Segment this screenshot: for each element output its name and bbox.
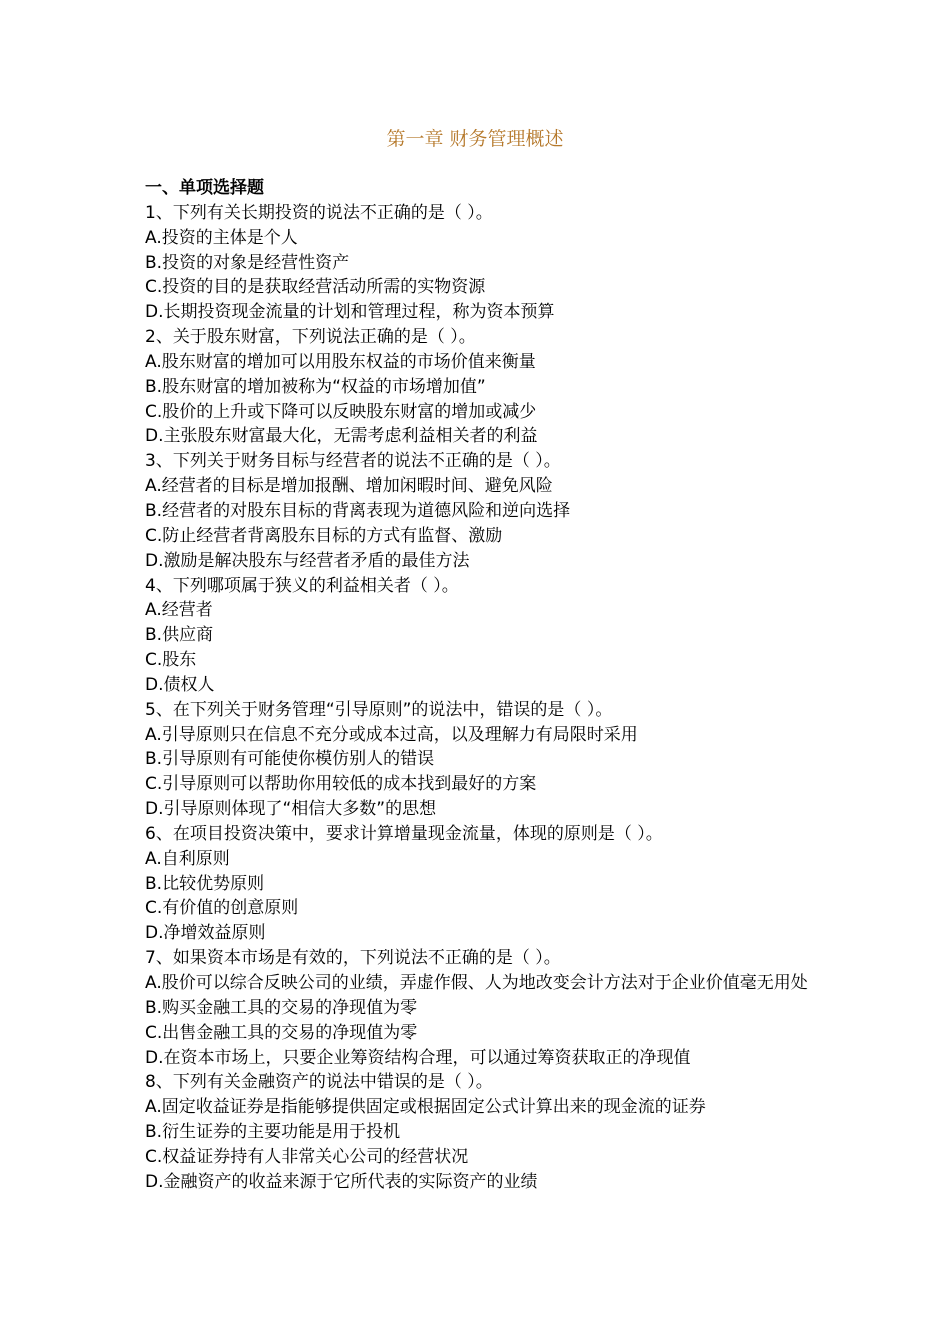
- question-text: 1、下列有关长期投资的说法不正确的是（ ）。: [145, 202, 493, 223]
- option-b: B.购买金融工具的交易的净现值为零: [145, 997, 418, 1018]
- option-d: D.债权人: [145, 674, 215, 695]
- option-a: A.股价可以综合反映公司的业绩，弄虚作假、人为地改变会计方法对于企业价值毫无用处: [145, 973, 808, 993]
- option-c: C.防止经营者背离股东目标的方式有监督、激励: [145, 525, 503, 546]
- question-text: 2、关于股东财富，下列说法正确的是（ ）。: [145, 327, 476, 348]
- option-b: B.经营者的对股东目标的背离表现为道德风险和逆向选择: [145, 500, 571, 521]
- question-text: 3、下列关于财务目标与经营者的说法不正确的是（ ）。: [145, 451, 561, 472]
- option-a: A.引导原则只在信息不充分或成本过高，以及理解力有局限时采用: [145, 724, 638, 745]
- question-3: [145, 449, 825, 573]
- document-content: [145, 176, 825, 1195]
- question-5: [145, 698, 825, 822]
- option-a: A.投资的主体是个人: [145, 227, 298, 248]
- option-b: B.股东财富的增加被称为“权益的市场增加值”: [145, 376, 486, 397]
- option-d: D.净增效益原则: [145, 923, 266, 944]
- option-d: D.长期投资现金流量的计划和管理过程，称为资本预算: [145, 302, 555, 323]
- option-b: B.衍生证券的主要功能是用于投机: [145, 1122, 401, 1143]
- option-b: B.投资的对象是经营性资产: [145, 252, 350, 273]
- question-text: 6、在项目投资决策中，要求计算增量现金流量，体现的原则是（ ）。: [145, 823, 663, 844]
- option-d: D.激励是解决股东与经营者矛盾的最佳方法: [145, 550, 470, 571]
- option-b: B.比较优势原则: [145, 873, 265, 894]
- option-a: A.股东财富的增加可以用股东权益的市场价值来衡量: [145, 351, 536, 372]
- option-b: B.供应商: [145, 625, 214, 646]
- option-a: A.自利原则: [145, 848, 230, 869]
- option-b: B.引导原则有可能使你模仿别人的错误: [145, 749, 435, 770]
- question-text: 4、下列哪项属于狭义的利益相关者（ ）。: [145, 575, 459, 596]
- question-4: [145, 574, 825, 698]
- question-text: 7、如果资本市场是有效的，下列说法不正确的是（ ）。: [145, 948, 561, 969]
- option-d: D.引导原则体现了“相信大多数”的思想: [145, 799, 437, 820]
- option-c: C.出售金融工具的交易的净现值为零: [145, 1022, 418, 1043]
- option-c: C.股价的上升或下降可以反映股东财富的增加或减少: [145, 401, 537, 422]
- option-c: C.引导原则可以帮助你用较低的成本找到最好的方案: [145, 774, 537, 795]
- question-2: [145, 325, 825, 449]
- option-a: A.固定收益证券是指能够提供固定或根据固定公式计算出来的现金流的证券: [145, 1097, 706, 1118]
- option-a: A.经营者的目标是增加报酬、增加闲暇时间、避免风险: [145, 476, 553, 497]
- question-text: 5、在下列关于财务管理“引导原则”的说法中，错误的是（ ）。: [145, 699, 613, 720]
- option-c: C.权益证券持有人非常关心公司的经营状况: [145, 1146, 469, 1167]
- question-6: [145, 822, 825, 946]
- option-a: A.经营者: [145, 600, 213, 621]
- option-d: D.金融资产的收益来源于它所代表的实际资产的业绩: [145, 1171, 538, 1192]
- chapter-title: 第一章 财务管理概述: [386, 128, 564, 150]
- question-7: [145, 946, 825, 1070]
- option-c: C.股东: [145, 650, 197, 671]
- section-heading: 一、单项选择题: [145, 178, 264, 198]
- option-c: C.有价值的创意原则: [145, 898, 299, 919]
- question-1: [145, 201, 825, 325]
- option-c: C.投资的目的是获取经营活动所需的实物资源: [145, 277, 486, 298]
- option-d: D.在资本市场上，只要企业筹资结构合理，可以通过筹资获取正的净现值: [145, 1047, 691, 1068]
- question-text: 8、下列有关金融资产的说法中错误的是（ ）。: [145, 1072, 493, 1093]
- question-8: [145, 1070, 825, 1194]
- option-d: D.主张股东财富最大化，无需考虑利益相关者的利益: [145, 426, 538, 447]
